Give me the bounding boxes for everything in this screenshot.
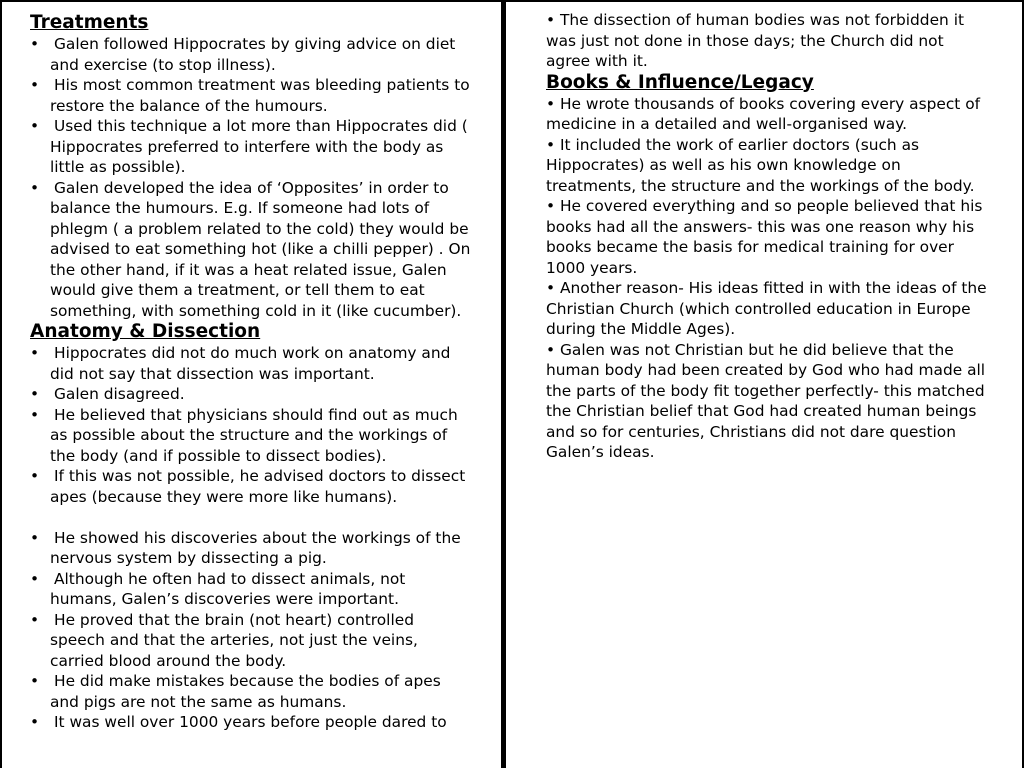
list-item: • He showed his discoveries about the workings of the nervous system by dissecting a pig.: [30, 528, 471, 569]
list-item: • He wrote thousands of books covering every aspect of medicine in a detailed and well-organised way.: [546, 94, 992, 135]
list-item: • It included the work of earlier doctors (such as Hippocrates) as well as his own knowledge on treatments, the structure and the workings of the body.: [546, 135, 992, 197]
anatomy-list: [30, 343, 471, 733]
list-item: • He covered everything and so people believed that his books had all the answers- this was one reason why his books became the basis for medical training for over 1000 years.: [546, 196, 992, 278]
list-item: • Galen disagreed.: [30, 384, 471, 405]
list-item: • He believed that physicians should find out as much as possible about the structure and the workings of the body (and if possible to dissect bodies).: [30, 405, 471, 467]
treatments-heading: Treatments: [30, 12, 149, 33]
list-item: • Galen followed Hippocrates by giving advice on diet and exercise (to stop illness).: [30, 34, 471, 75]
list-item: • Galen developed the idea of ‘Opposites’ in order to balance the humours. E.g. If someone had lots of phlegm ( a problem related to the cold) they would be advised to eat something hot (like a chilli pepper) . On the other hand, if it was a heat related issue, Galen would give them a treatment, or tell them to eat something, with something cold in it (like cucumber).: [30, 178, 471, 322]
left-panel: [2, 2, 501, 768]
list-item: • Another reason- His ideas fitted in with the ideas of the Christian Church (which controlled education in Europe during the Middle Ages).: [546, 278, 992, 340]
legacy-heading: Books & Influence/Legacy: [546, 71, 814, 93]
list-item: • If this was not possible, he advised doctors to dissect apes (because they were more like humans).: [30, 466, 471, 507]
legacy-list: [546, 94, 992, 463]
list-item: • Used this technique a lot more than Hippocrates did ( Hippocrates preferred to interfere with the body as little as possible).: [30, 116, 471, 178]
list-item: • Although he often had to dissect animals, not humans, Galen’s discoveries were important.: [30, 569, 471, 610]
anatomy-heading: Anatomy & Dissection: [30, 321, 261, 342]
treatments-list: [30, 34, 471, 321]
list-item: • Hippocrates did not do much work on anatomy and did not say that dissection was important.: [30, 343, 471, 384]
list-item: • He did make mistakes because the bodies of apes and pigs are not the same as humans.: [30, 671, 471, 712]
right-panel: [506, 2, 1022, 768]
list-item: • His most common treatment was bleeding patients to restore the balance of the humours.: [30, 75, 471, 116]
list-item: • He proved that the brain (not heart) controlled speech and that the arteries, not just the veins, carried blood around the body.: [30, 610, 471, 672]
list-item: • Galen was not Christian but he did believe that the human body had been created by God who had made all the parts of the body fit together perfectly- this matched the Christian belief that God had created human beings and so for centuries, Christians did not dare question Galen’s ideas.: [546, 340, 992, 463]
list-item: • The dissection of human bodies was not forbidden it was just not done in those days; the Church did not agree with it.: [546, 10, 992, 72]
intro-list: [546, 10, 992, 72]
list-item: • It was well over 1000 years before people dared to: [30, 712, 471, 733]
blank-line: [30, 507, 471, 528]
